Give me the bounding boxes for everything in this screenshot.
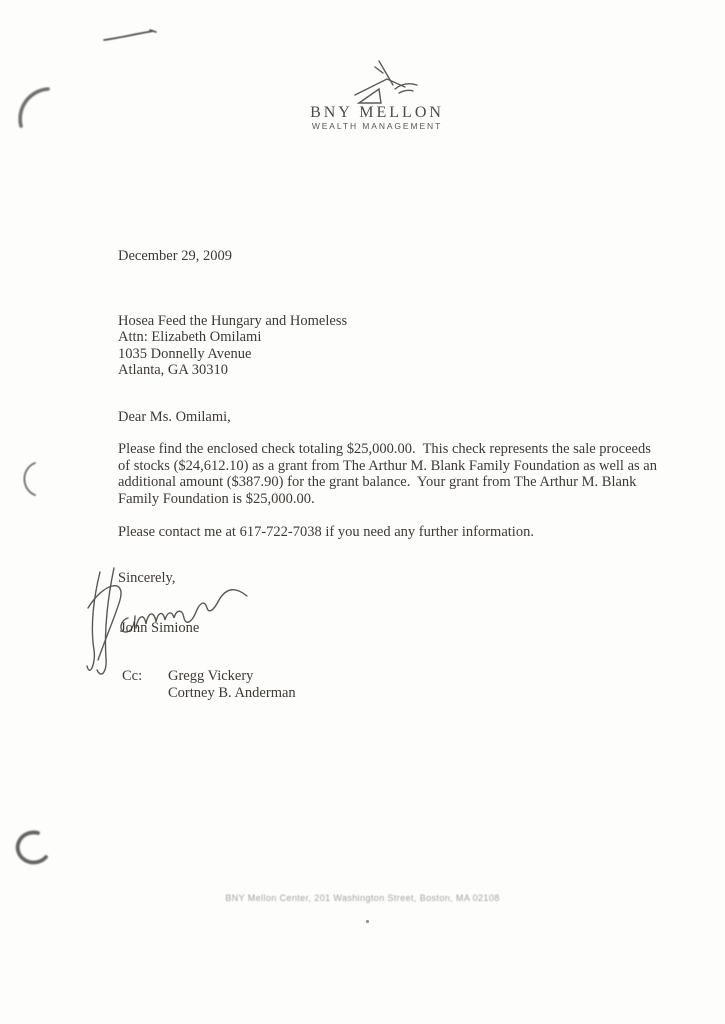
recipient-attention: Attn: Elizabeth Omilami xyxy=(118,329,262,346)
cc-names xyxy=(168,668,296,701)
body-line: additional amount ($387.90) for the grant balance. Your grant from The Arthur M. Blank xyxy=(118,474,637,490)
closing: Sincerely, xyxy=(118,570,176,586)
cc-label: Cc: xyxy=(122,668,143,684)
letter-date: December 29, 2009 xyxy=(118,248,232,264)
logo-bird-icon xyxy=(352,58,424,106)
pen-mark xyxy=(102,27,162,45)
body-line: Family Foundation is $25,000.00. xyxy=(118,490,315,507)
footer-address: BNY Mellon Center, 201 Washington Street, Boston, MA 02108 xyxy=(225,893,500,903)
hole-punch-mark xyxy=(14,84,58,136)
logo-subtitle: WEALTH MANAGEMENT xyxy=(311,121,443,131)
cc-name: Gregg Vickery xyxy=(168,668,254,684)
logo-wordmark: BNY MELLON xyxy=(310,104,444,121)
hole-punch-mark xyxy=(19,460,43,500)
salutation: Dear Ms. Omilami, xyxy=(118,409,231,425)
body-paragraph-2: Please contact me at 617-722-7038 if you need any further information. xyxy=(118,524,534,540)
body-line: of stocks ($24,612.10) as a grant from The Arthur M. Blank Family Foundation as well as an xyxy=(118,457,657,474)
recipient-street: 1035 Donnelly Avenue xyxy=(118,345,252,362)
recipient-address xyxy=(118,313,347,378)
scan-speck xyxy=(366,920,369,923)
hole-punch-mark xyxy=(14,830,58,876)
recipient-city: Atlanta, GA 30310 xyxy=(118,361,228,378)
cc-name: Cortney B. Anderman xyxy=(168,684,296,701)
signer-name: John Simione xyxy=(120,620,200,636)
body-paragraph-1 xyxy=(118,441,657,507)
recipient-organization: Hosea Feed the Hungary and Homeless xyxy=(118,313,348,329)
body-line: Please find the enclosed check totaling $25,000.00. This check represents the sale proceeds xyxy=(118,441,651,457)
